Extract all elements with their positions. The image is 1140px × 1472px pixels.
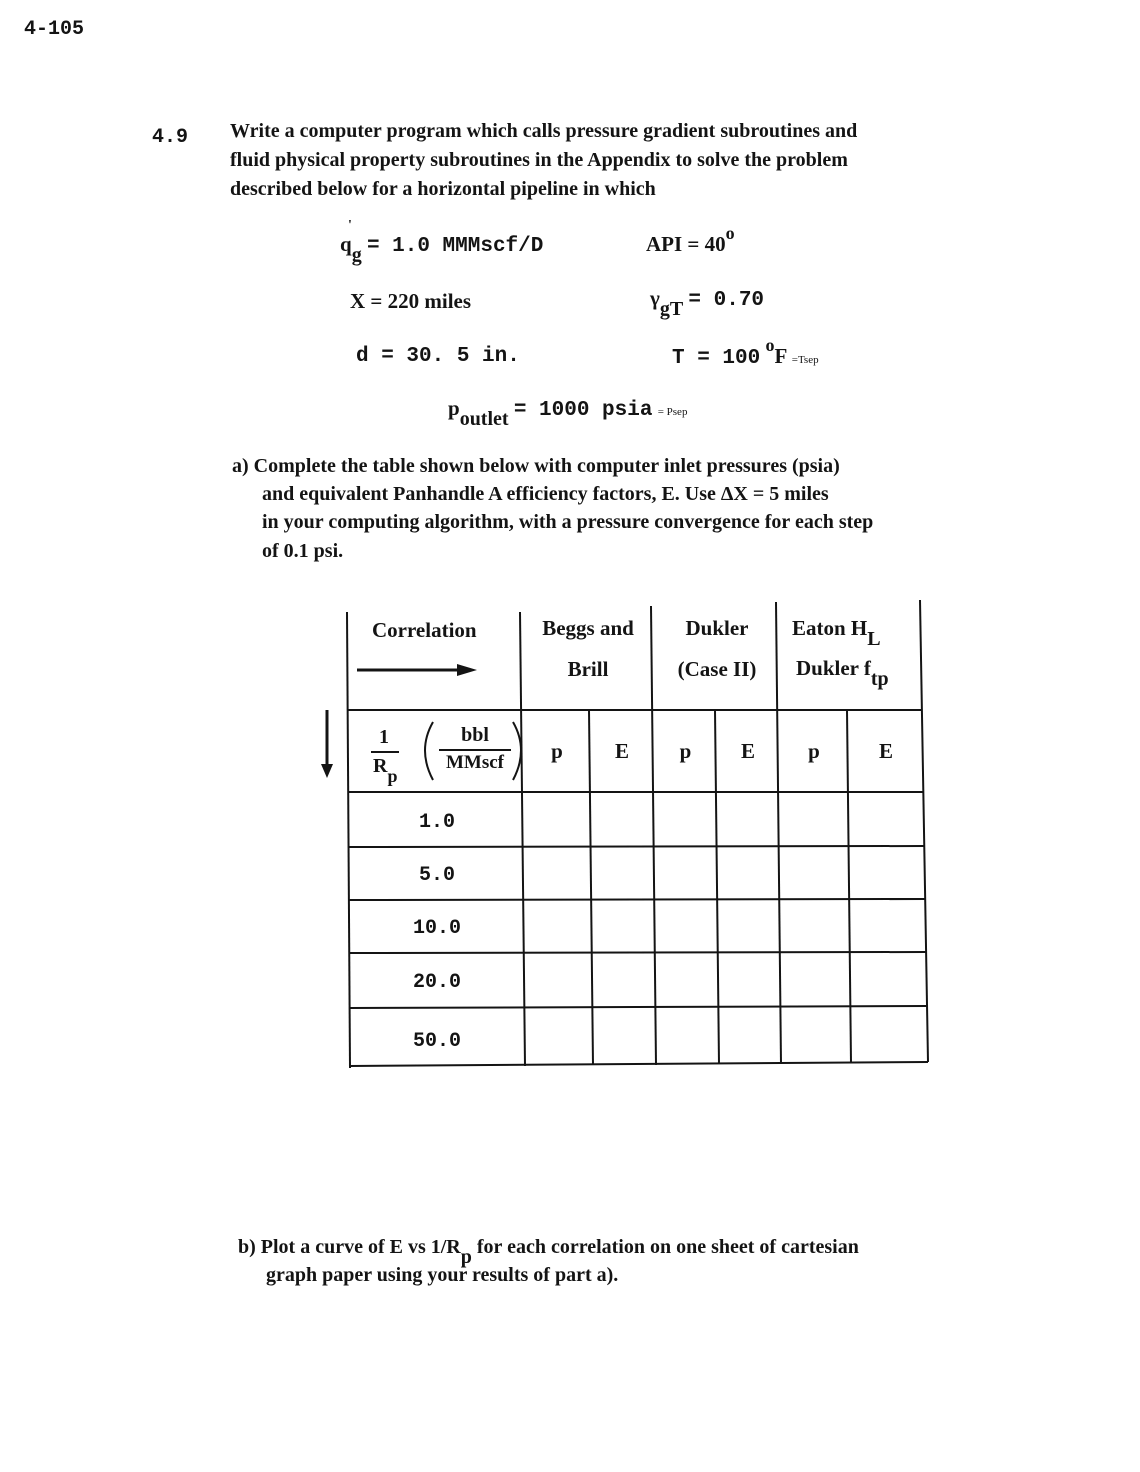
temperature-note: =Tsep — [791, 354, 819, 366]
part-b-line-2: graph paper using your results of part a). — [266, 1264, 619, 1286]
problem-intro-line-1: Write a computer program which calls pressure gradient subroutines and — [230, 120, 858, 142]
gas-rate-value: = 1.0 MMMscf/D — [366, 235, 544, 258]
row-header-numerator: 1 — [379, 726, 389, 748]
column-3-line-2-text: Dukler f — [796, 656, 871, 680]
column-1-line-1: Beggs and — [542, 616, 634, 640]
gas-rate-sub: g — [351, 244, 362, 266]
row-label-3: 10.0 — [412, 917, 461, 940]
part-b-line-1-sub: p — [460, 1246, 472, 1268]
column-3-line-1-text: Eaton H — [792, 616, 868, 640]
part-a-line-2: and equivalent Panhandle A efficiency factors, E. Use ΔX = 5 miles — [262, 483, 829, 505]
api-gravity-value: API = 40 — [646, 232, 726, 256]
column-3-line-1 — [792, 616, 881, 650]
correlation-label: Correlation — [372, 618, 477, 642]
temperature-value: T = 100 — [672, 347, 761, 370]
sub-header-3-e: E — [878, 739, 893, 763]
row-header-denominator-text: R — [373, 755, 388, 777]
column-1-line-2: Brill — [567, 657, 609, 681]
outlet-pressure — [448, 396, 688, 430]
page-number: 4-105 — [24, 18, 85, 41]
sub-header-1-p: p — [551, 739, 563, 763]
part-a-line-1: a) Complete the table shown below with computer inlet pressures (psia) — [232, 455, 840, 477]
gas-rate-symbol: q — [340, 232, 352, 256]
row-header-unit-numerator: bbl — [461, 724, 489, 746]
gas-gravity-sub: gT — [659, 298, 684, 320]
part-a-line-4: of 0.1 psi. — [262, 540, 344, 562]
gas-gravity-value: = 0.70 — [688, 289, 765, 312]
outlet-pressure-symbol: p — [448, 396, 460, 420]
problem-number: 4.9 — [152, 126, 189, 149]
pipe-diameter: d = 30. 5 in. — [356, 345, 520, 368]
sub-header-2-p: p — [679, 739, 692, 763]
temperature-degree: o — [765, 335, 775, 355]
part-b-line-1-rest: for each correlation on one sheet of cartesian — [471, 1236, 859, 1258]
outlet-pressure-sub: outlet — [459, 408, 509, 430]
row-header-denominator-sub: p — [387, 766, 398, 786]
gas-gravity-symbol: γ — [650, 286, 660, 310]
temperature-unit: F — [774, 344, 787, 368]
sub-header-3-p: p — [808, 739, 820, 763]
gas-rate — [340, 232, 544, 266]
sub-header-2-e: E — [740, 739, 755, 763]
gas-gravity — [650, 286, 765, 320]
problem-intro-line-3: described below for a horizontal pipeline in which — [230, 178, 656, 200]
column-3-line-1-sub: L — [867, 628, 881, 650]
row-label-5: 50.0 — [412, 1030, 461, 1053]
pipe-length: X = 220 miles — [350, 289, 472, 313]
column-2-line-2: (Case II) — [677, 657, 757, 681]
row-header-unit-denominator: MMscf — [445, 752, 505, 773]
column-3-line-2-sub: tp — [870, 668, 889, 690]
row-direction-arrow-icon — [318, 708, 338, 780]
api-gravity-degree: o — [725, 223, 735, 243]
problem-intro-line-2: fluid physical property subroutines in the Appendix to solve the problem — [230, 149, 848, 171]
part-b-line-1-text: b) Plot a curve of E vs 1/R — [238, 1236, 461, 1258]
temperature — [672, 335, 819, 370]
row-label-4: 20.0 — [412, 971, 461, 994]
column-3-line-2 — [796, 656, 889, 690]
results-table — [345, 600, 930, 1070]
row-header-denominator — [373, 755, 398, 786]
row-label-1: 1.0 — [418, 811, 455, 834]
column-2-line-1: Dukler — [685, 616, 749, 640]
gas-rate-prime: ' — [348, 218, 352, 233]
part-b-line-1 — [238, 1236, 859, 1268]
api-gravity — [646, 223, 735, 257]
outlet-pressure-note: = Psep — [657, 406, 688, 418]
sub-header-1-e: E — [614, 739, 629, 763]
row-label-2: 5.0 — [418, 864, 455, 887]
outlet-pressure-value: = 1000 psia — [513, 399, 653, 422]
part-a-line-3: in your computing algorithm, with a pressure convergence for each step — [262, 511, 874, 533]
